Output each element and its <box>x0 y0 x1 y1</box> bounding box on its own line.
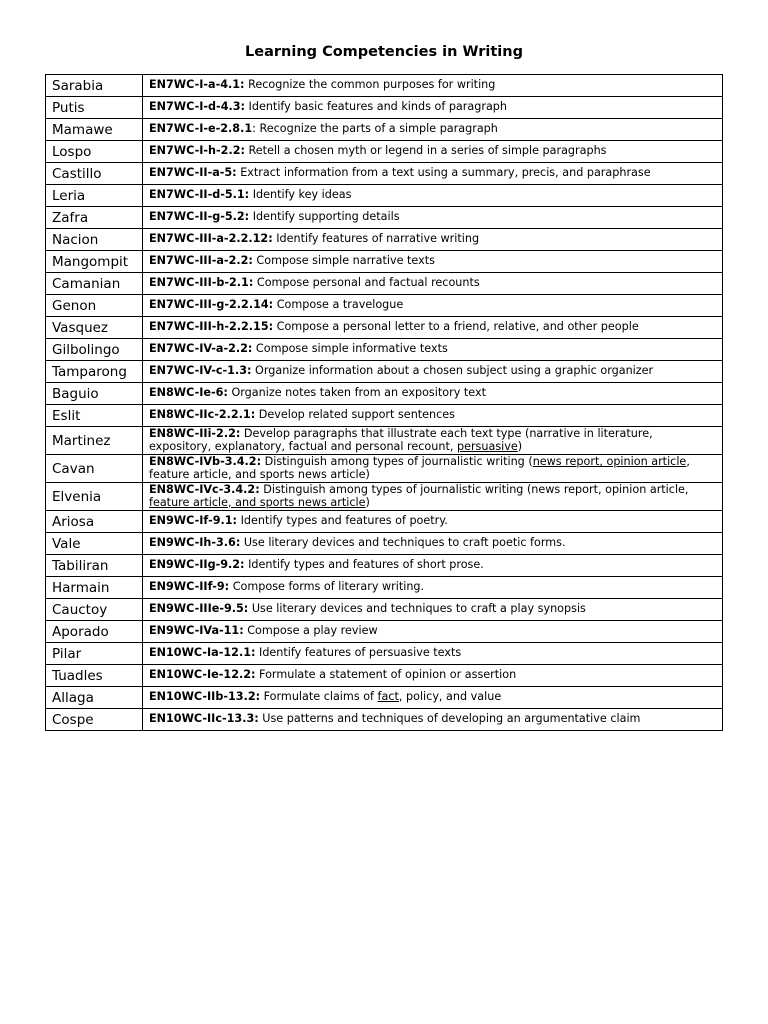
competency-cell <box>143 643 723 665</box>
student-name: Baguio <box>46 383 143 405</box>
competency-cell <box>143 555 723 577</box>
competency-code: EN7WC-IV-c-1.3: <box>149 364 252 378</box>
competency-text: Compose personal and factual recounts <box>253 276 480 290</box>
student-name: Sarabia <box>46 75 143 97</box>
competency-cell <box>143 75 723 97</box>
competency-text-end: , policy, and value <box>398 690 502 704</box>
table-row <box>46 511 723 533</box>
competency-code: EN7WC-I-d-4.3: <box>149 100 245 114</box>
competency-text: Compose a travelogue <box>273 298 404 312</box>
competency-text: Compose simple narrative texts <box>252 254 435 268</box>
competency-cell <box>143 383 723 405</box>
competency-text: Identify types and features of poetry. <box>237 514 448 528</box>
competency-text: Use literary devices and techniques to craft a play synopsis <box>248 602 586 616</box>
page-title: Learning Competencies in Writing <box>245 44 523 60</box>
competency-code: EN7WC-III-b-2.1: <box>149 276 254 290</box>
competency-cell <box>143 185 723 207</box>
student-name: Putis <box>46 97 143 119</box>
table-row <box>46 709 723 731</box>
table-row <box>46 427 723 455</box>
competency-cell <box>143 687 723 709</box>
student-name: Castillo <box>46 163 143 185</box>
competency-table-body <box>46 75 723 731</box>
competency-code: EN10WC-Ie-12.2: <box>149 668 256 682</box>
competency-text: Distinguish among types of journalistic writing (news report, opinion article, <box>259 483 689 497</box>
competency-cell <box>143 273 723 295</box>
competency-cell <box>143 483 723 511</box>
competency-text: Identify features of narrative writing <box>272 232 480 246</box>
competency-text: Retell a chosen myth or legend in a series of simple paragraphs <box>244 144 607 158</box>
competency-text: Compose a play review <box>243 624 378 638</box>
competency-text: Distinguish among types of journalistic writing ( <box>261 455 533 469</box>
competency-text: Use literary devices and techniques to craft poetic forms. <box>240 536 566 550</box>
table-row <box>46 621 723 643</box>
competency-cell <box>143 621 723 643</box>
table-row <box>46 405 723 427</box>
competency-cell <box>143 251 723 273</box>
competency-text: Develop paragraphs that illustrate each text type (narrative in literature, expository, explanatory, factual and personal recount, <box>149 427 653 453</box>
competency-text: Identify supporting details <box>249 210 400 224</box>
competency-text: Identify key ideas <box>249 188 352 202</box>
table-row <box>46 533 723 555</box>
competency-code: EN8WC-IIi-2.2: <box>149 427 241 441</box>
competency-code: EN7WC-III-g-2.2.14: <box>149 298 274 312</box>
competency-cell <box>143 511 723 533</box>
student-name: Leria <box>46 185 143 207</box>
table-row <box>46 361 723 383</box>
competency-text: Use patterns and techniques of developing an argumentative claim <box>258 712 641 726</box>
student-name: Zafra <box>46 207 143 229</box>
student-name: Cauctoy <box>46 599 143 621</box>
table-row <box>46 383 723 405</box>
competency-text: : Recognize the parts of a simple paragraph <box>252 122 498 136</box>
student-name: Gilbolingo <box>46 339 143 361</box>
student-name: Tamparong <box>46 361 143 383</box>
competency-cell <box>143 665 723 687</box>
competency-text-underlined: feature article, and sports news article <box>149 495 366 509</box>
table-row <box>46 455 723 483</box>
competency-text: Formulate a statement of opinion or assertion <box>255 668 517 682</box>
table-row <box>46 207 723 229</box>
competency-cell <box>143 577 723 599</box>
competency-code: EN7WC-IV-a-2.2: <box>149 342 253 356</box>
competency-code: EN7WC-III-h-2.2.15: <box>149 320 274 334</box>
student-name: Martinez <box>46 427 143 455</box>
competency-cell <box>143 317 723 339</box>
table-row <box>46 483 723 511</box>
student-name: Vale <box>46 533 143 555</box>
competency-code: EN10WC-IIc-13.3: <box>149 712 259 726</box>
table-row <box>46 251 723 273</box>
competency-text: Formulate claims of <box>260 690 378 704</box>
competency-code: EN7WC-I-a-4.1: <box>149 78 245 92</box>
competency-code: EN9WC-Ih-3.6: <box>149 536 241 550</box>
competency-text: Organize notes taken from an expository text <box>227 386 486 400</box>
competency-code: EN9WC-IIIe-9.5: <box>149 602 249 616</box>
competency-cell <box>143 427 723 455</box>
competency-text-underlined: persuasive <box>456 439 518 453</box>
competency-cell <box>143 97 723 119</box>
competency-table <box>45 74 723 731</box>
table-row <box>46 119 723 141</box>
competency-text-end: , feature article, and sports news article) <box>149 455 690 481</box>
student-name: Vasquez <box>46 317 143 339</box>
student-name: Genon <box>46 295 143 317</box>
competency-text-end: ) <box>365 495 370 509</box>
competency-text: Identify basic features and kinds of paragraph <box>245 100 507 114</box>
competency-text: Compose simple informative texts <box>252 342 448 356</box>
student-name: Harmain <box>46 577 143 599</box>
table-row <box>46 163 723 185</box>
student-name: Lospo <box>46 141 143 163</box>
table-row <box>46 97 723 119</box>
table-row <box>46 229 723 251</box>
student-name: Allaga <box>46 687 143 709</box>
competency-code: EN8WC-IIc-2.2.1: <box>149 408 256 422</box>
competency-cell <box>143 709 723 731</box>
competency-code: EN9WC-IIg-9.2: <box>149 558 245 572</box>
competency-cell <box>143 295 723 317</box>
competency-code: EN8WC-IVc-3.4.2: <box>149 483 260 497</box>
table-row <box>46 665 723 687</box>
competency-code: EN10WC-Ia-12.1: <box>149 646 256 660</box>
competency-code: EN10WC-IIb-13.2: <box>149 690 261 704</box>
competency-cell <box>143 455 723 483</box>
student-name: Camanian <box>46 273 143 295</box>
competency-code: EN7WC-II-d-5.1: <box>149 188 250 202</box>
competency-text: Compose a personal letter to a friend, relative, and other people <box>273 320 639 334</box>
competency-code: EN7WC-III-a-2.2.12: <box>149 232 273 246</box>
competency-cell <box>143 119 723 141</box>
competency-cell <box>143 163 723 185</box>
competency-cell <box>143 229 723 251</box>
competency-text-underlined: news report, opinion article <box>532 455 687 469</box>
competency-code: EN7WC-II-a-5: <box>149 166 237 180</box>
competency-code: EN9WC-IIf-9: <box>149 580 230 594</box>
student-name: Mangompit <box>46 251 143 273</box>
competency-text-end: ) <box>517 439 523 453</box>
competency-text: Develop related support sentences <box>255 408 456 422</box>
competency-code: EN7WC-I-h-2.2: <box>149 144 245 158</box>
table-row <box>46 141 723 163</box>
competency-text: Extract information from a text using a summary, precis, and paraphrase <box>236 166 651 180</box>
competency-text: Identify types and features of short prose. <box>244 558 484 572</box>
competency-text-underlined: fact <box>377 690 399 704</box>
table-row <box>46 555 723 577</box>
student-name: Elvenia <box>46 483 143 511</box>
competency-text: Organize information about a chosen subject using a graphic organizer <box>251 364 654 378</box>
table-row <box>46 687 723 709</box>
table-row <box>46 339 723 361</box>
competency-code: EN7WC-I-e-2.8.1 <box>149 122 253 136</box>
student-name: Aporado <box>46 621 143 643</box>
competency-cell <box>143 361 723 383</box>
student-name: Pilar <box>46 643 143 665</box>
student-name: Nacion <box>46 229 143 251</box>
competency-cell <box>143 339 723 361</box>
table-row <box>46 185 723 207</box>
student-name: Cavan <box>46 455 143 483</box>
competency-cell <box>143 533 723 555</box>
competency-code: EN9WC-If-9.1: <box>149 514 238 528</box>
student-name: Tuadles <box>46 665 143 687</box>
student-name: Ariosa <box>46 511 143 533</box>
table-row <box>46 317 723 339</box>
competency-cell <box>143 405 723 427</box>
competency-text: Identify features of persuasive texts <box>255 646 462 660</box>
competency-code: EN7WC-II-g-5.2: <box>149 210 250 224</box>
table-row <box>46 599 723 621</box>
competency-text: Compose forms of literary writing. <box>229 580 425 594</box>
competency-text: Recognize the common purposes for writing <box>244 78 496 92</box>
competency-code: EN8WC-Ie-6: <box>149 386 228 400</box>
competency-code: EN9WC-IVa-11: <box>149 624 244 638</box>
student-name: Tabiliran <box>46 555 143 577</box>
table-row <box>46 273 723 295</box>
competency-cell <box>143 141 723 163</box>
competency-cell <box>143 599 723 621</box>
table-row <box>46 643 723 665</box>
competency-code: EN7WC-III-a-2.2: <box>149 254 253 268</box>
competency-cell <box>143 207 723 229</box>
table-row <box>46 295 723 317</box>
student-name: Cospe <box>46 709 143 731</box>
table-row <box>46 75 723 97</box>
competency-code: EN8WC-IVb-3.4.2: <box>149 455 262 469</box>
table-row <box>46 577 723 599</box>
student-name: Mamawe <box>46 119 143 141</box>
student-name: Eslit <box>46 405 143 427</box>
